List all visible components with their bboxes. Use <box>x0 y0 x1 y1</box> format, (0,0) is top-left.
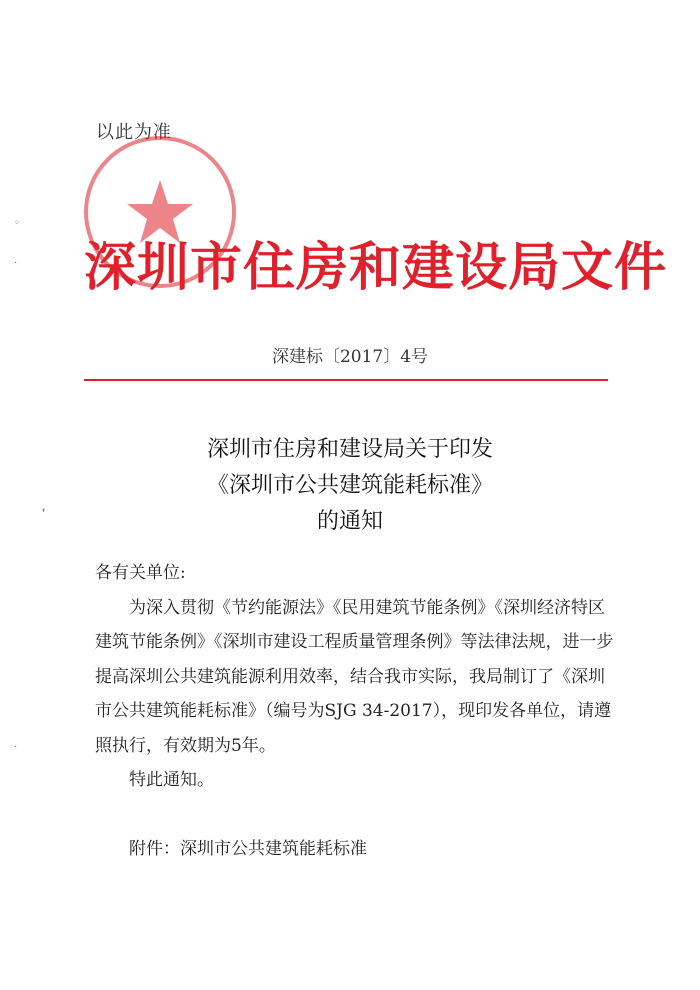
scan-mark: · <box>14 258 18 269</box>
notice-title-line-3: 的通知 <box>316 509 383 534</box>
document-number: 深建标〔2017〕4号 <box>271 347 429 367</box>
notice-title-line-2: 《深圳市公共建筑能耗标准》 <box>206 473 493 498</box>
handwritten-note: 以此为准 <box>96 122 172 143</box>
scan-mark: ◦ <box>14 218 20 229</box>
notice-body <box>95 556 615 866</box>
closing-line: 特此通知。 <box>129 770 214 790</box>
scan-mark: ❜ <box>42 508 46 519</box>
scan-mark: · <box>14 742 18 753</box>
body-paragraph: 为深入贯彻《节约能源法》《民用建筑节能条例》《深圳经济特区建筑节能条例》《深圳市建设工程质量管理条例》等法律法规，进一步提高深圳公共建筑能源利用效率，结合我市实际，我局制订了《深圳市公共建筑能耗标准》（编号为SJG 34-2017），现印发各单位，请遵照执行，有效期为5年。 <box>95 597 614 756</box>
red-divider-line <box>84 379 608 381</box>
salutation: 各有关单位: <box>95 563 186 583</box>
masthead-title: 深圳市住房和建设局文件 <box>84 238 668 298</box>
notice-title <box>0 432 700 540</box>
notice-title-line-1: 深圳市住房和建设局关于印发 <box>206 437 493 462</box>
attachment-line: 附件：深圳市公共建筑能耗标准 <box>129 838 367 859</box>
